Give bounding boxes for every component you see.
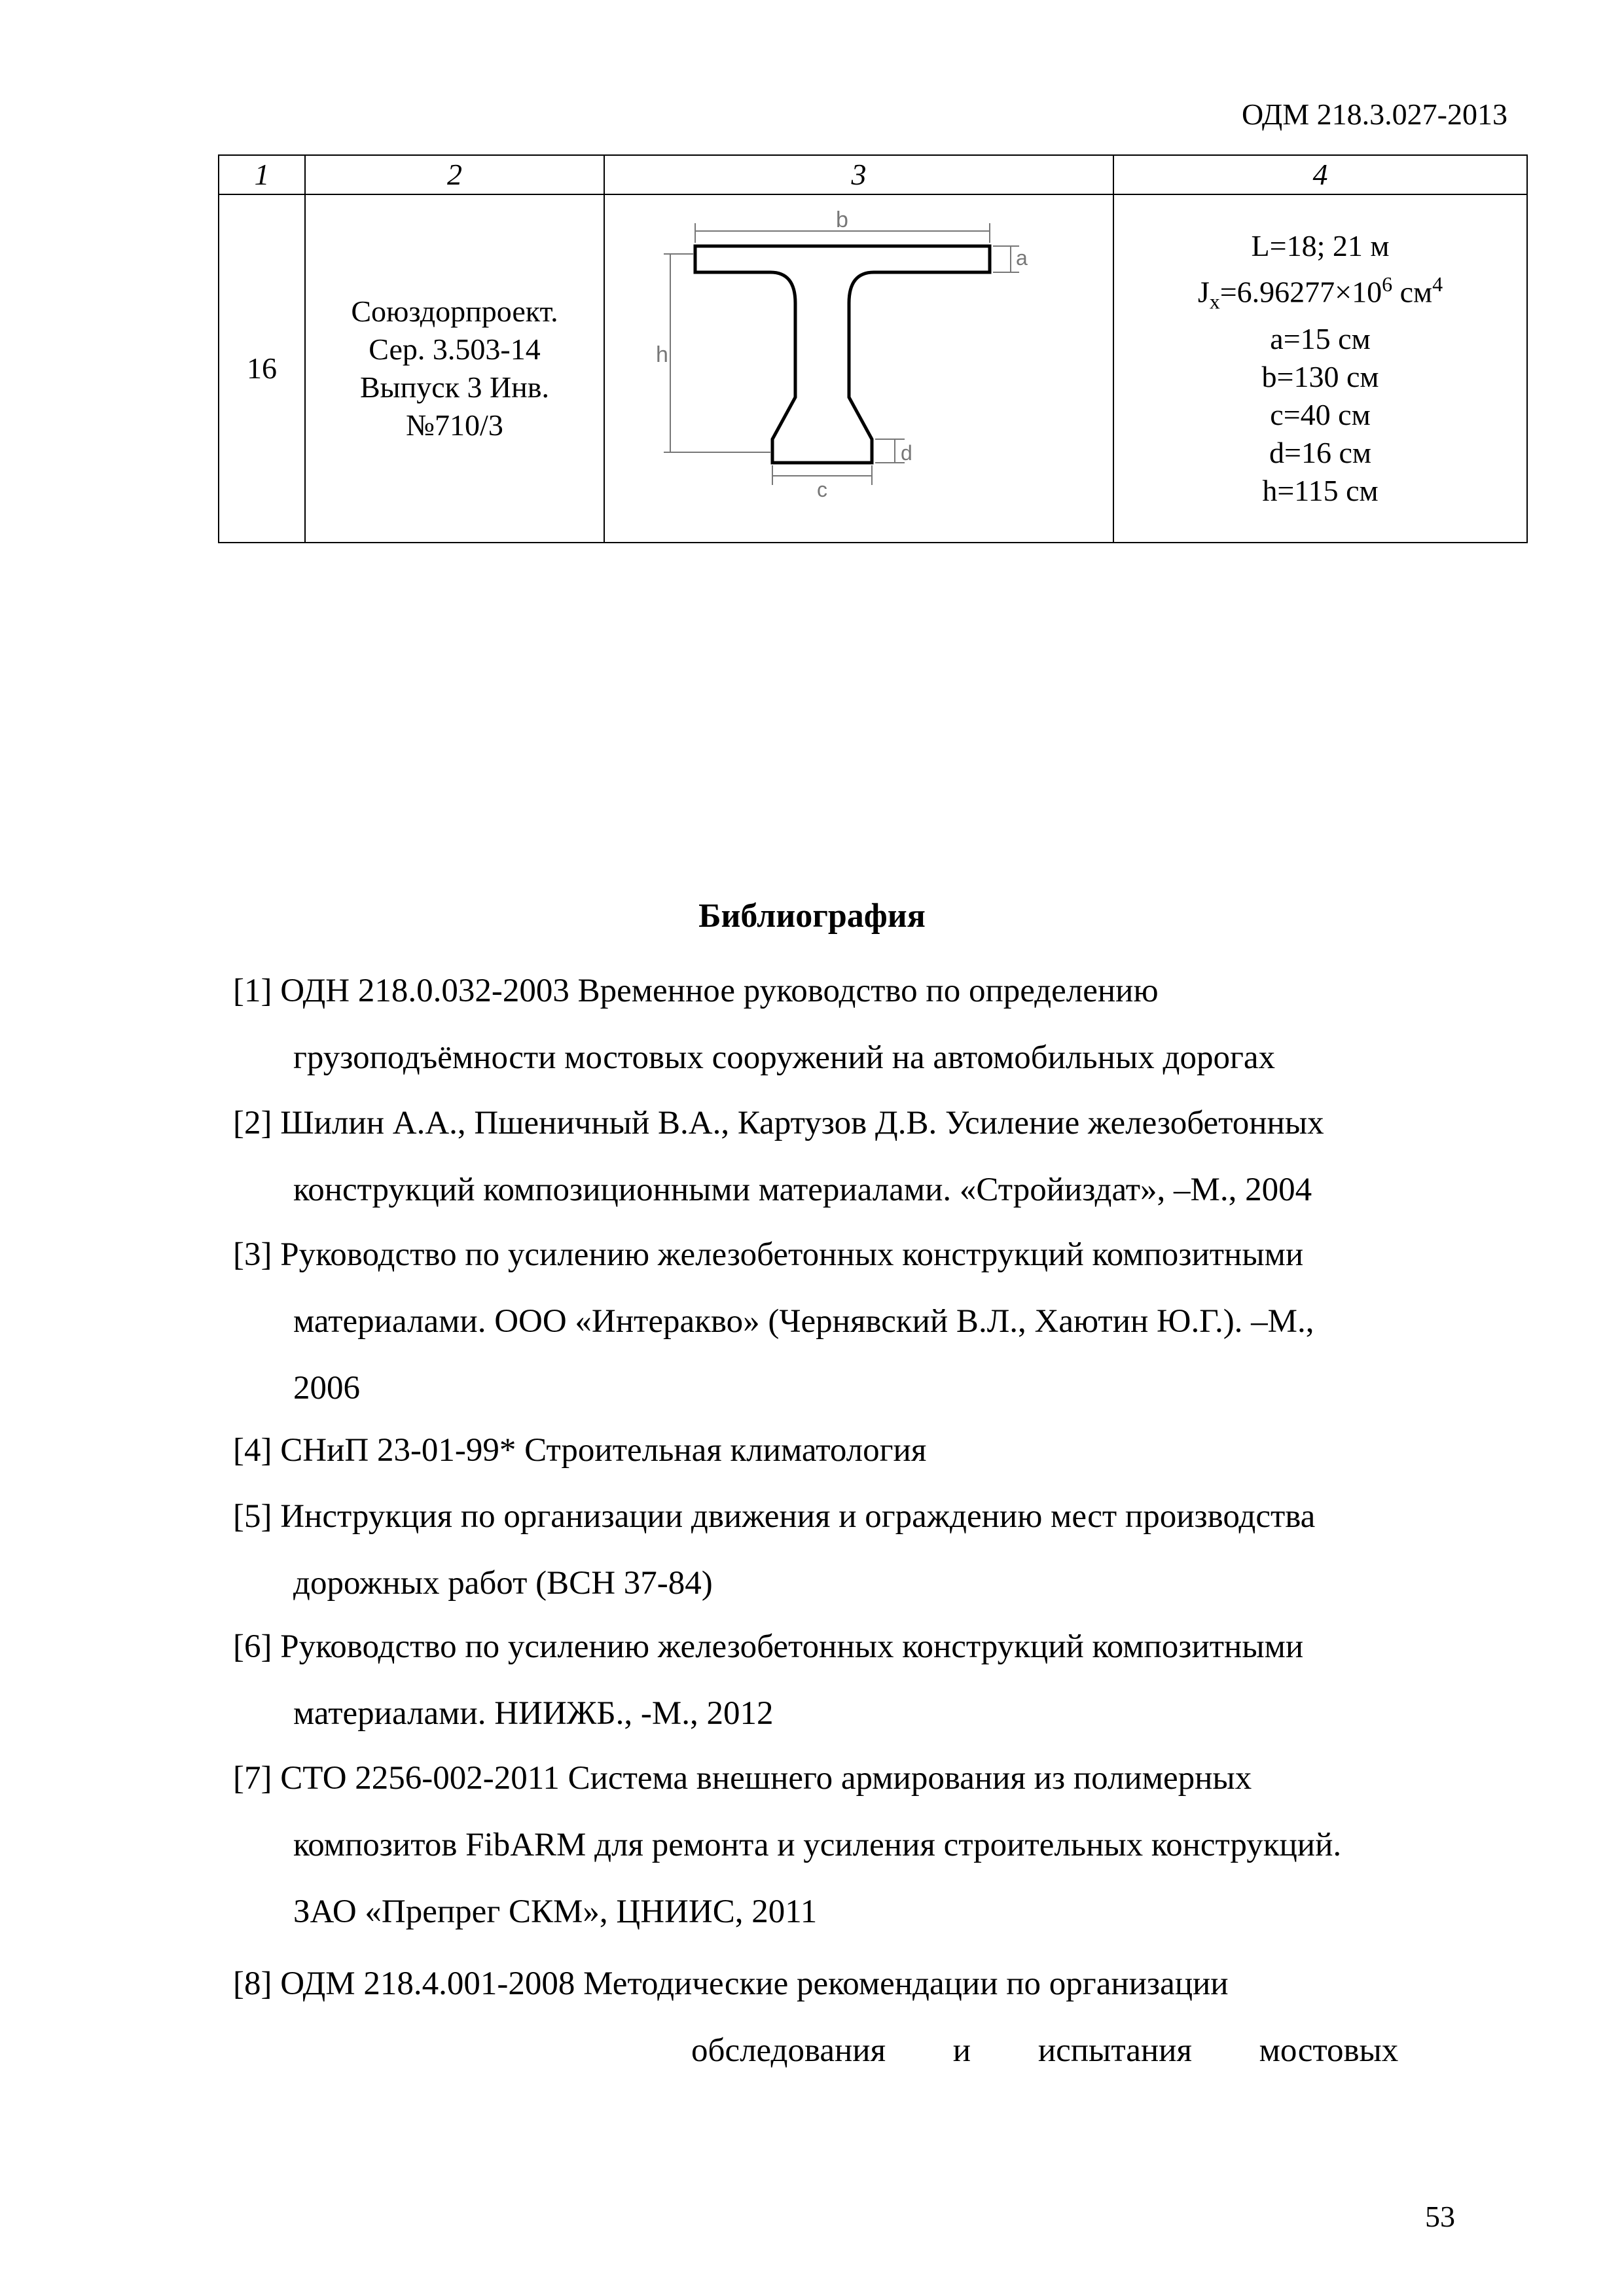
document-code-header: ОДМ 218.3.027-2013 bbox=[1241, 98, 1507, 131]
dim-label-b: b bbox=[836, 207, 848, 232]
entry-1-line-1: [1] ОДН 218.0.032-2003 Временное руководство по определению bbox=[233, 973, 1159, 1009]
entry-8-line-2: обследования и испытания мостовых bbox=[691, 2032, 1399, 2069]
table-row bbox=[219, 194, 1527, 543]
table-header-row bbox=[219, 155, 1527, 194]
bibliography-entry-8 bbox=[233, 1950, 1512, 2084]
bibliography-entry-1 bbox=[233, 958, 1512, 1091]
bibliography-title: Библиография bbox=[698, 897, 926, 935]
source-line-2: Сер. 3.503-14 bbox=[369, 332, 541, 366]
entry-8-line-1: [8] ОДМ 218.4.001-2008 Методические рекомендации по организации bbox=[233, 1965, 1229, 2002]
param-h: h=115 см bbox=[1262, 474, 1379, 508]
t-beam-cross-section-diagram bbox=[656, 205, 1055, 532]
param-moment-of-inertia: $J_x=6.96277\times 10^6$ $см^4$ bbox=[1197, 272, 1443, 314]
entry-1-line-2: грузоподъёмности мостовых сооружений на автомобильных дорогах bbox=[293, 1039, 1275, 1076]
entry-2-line-1: [2] Шилин А.А., Пшеничный В.А., Картузов Д.В. Усиление железобетонных bbox=[233, 1105, 1324, 1141]
param-b: b=130 см bbox=[1261, 360, 1379, 394]
page-number: 53 bbox=[1425, 2200, 1455, 2233]
cross-section-drawing-cell bbox=[604, 194, 1113, 543]
source-line-4: №710/3 bbox=[406, 408, 503, 442]
section-table bbox=[218, 154, 1528, 543]
entry-3-line-3: 2006 bbox=[293, 1370, 360, 1407]
param-d: d=16 см bbox=[1269, 436, 1371, 470]
dim-label-c: c bbox=[817, 478, 827, 501]
column-header-2: 2 bbox=[305, 155, 604, 194]
source-line-3: Выпуск 3 Инв. bbox=[359, 370, 550, 404]
param-a: a=15 см bbox=[1270, 322, 1371, 356]
column-header-4: 4 bbox=[1113, 155, 1527, 194]
entry-5-line-2: дорожных работ (ВСН 37-84) bbox=[293, 1565, 713, 1602]
source-line-1: Союздорпроект. bbox=[351, 295, 558, 328]
dim-label-d: d bbox=[901, 441, 912, 465]
entry-3-line-1: [3] Руководство по усилению железобетонных конструкций композитными bbox=[233, 1236, 1304, 1273]
column-header-3: 3 bbox=[604, 155, 1113, 194]
entry-7-line-3: ЗАО «Препрег СКМ», ЦНИИС, 2011 bbox=[293, 1893, 818, 1930]
dim-label-a: a bbox=[1016, 246, 1028, 270]
entry-7-line-1: [7] СТО 2256-002-2011 Система внешнего армирования из полимерных bbox=[233, 1760, 1252, 1797]
entry-7-line-2: композитов FibARM для ремонта и усиления строительных конструкций. bbox=[293, 1827, 1342, 1863]
bibliography-entry-5 bbox=[233, 1483, 1512, 1617]
bibliography-entry-7 bbox=[233, 1745, 1512, 1945]
entry-5-line-1: [5] Инструкция по организации движения и ограждению мест производства bbox=[233, 1498, 1316, 1535]
param-length: L=18; 21 м bbox=[1251, 228, 1390, 262]
bibliography-entry-2 bbox=[233, 1090, 1512, 1223]
bibliography-entry-3 bbox=[233, 1221, 1512, 1422]
row-number: 16 bbox=[219, 194, 305, 543]
entry-2-line-2: конструкций композиционными материалами. «Стройиздат», –М., 2004 bbox=[293, 1172, 1312, 1208]
column-header-1: 1 bbox=[219, 155, 305, 194]
parameters-cell bbox=[1113, 194, 1527, 543]
param-c: c=40 см bbox=[1270, 398, 1371, 432]
bibliography-entry-6 bbox=[233, 1613, 1512, 1747]
entry-6-line-1: [6] Руководство по усилению железобетонных конструкций композитными bbox=[233, 1628, 1304, 1665]
entry-6-line-2: материалами. НИИЖБ., -М., 2012 bbox=[293, 1695, 774, 1732]
dim-label-h: h bbox=[656, 342, 668, 367]
beam-outline bbox=[695, 246, 990, 463]
entry-4-line-1: [4] СНиП 23-01-99* Строительная климатология bbox=[233, 1432, 927, 1469]
entry-3-line-2: материалами. ООО «Интеракво» (Чернявский В.Л., Хаютин Ю.Г.). –М., bbox=[293, 1303, 1314, 1340]
bibliography-entry-4 bbox=[233, 1417, 1512, 1484]
source-cell bbox=[305, 194, 604, 543]
